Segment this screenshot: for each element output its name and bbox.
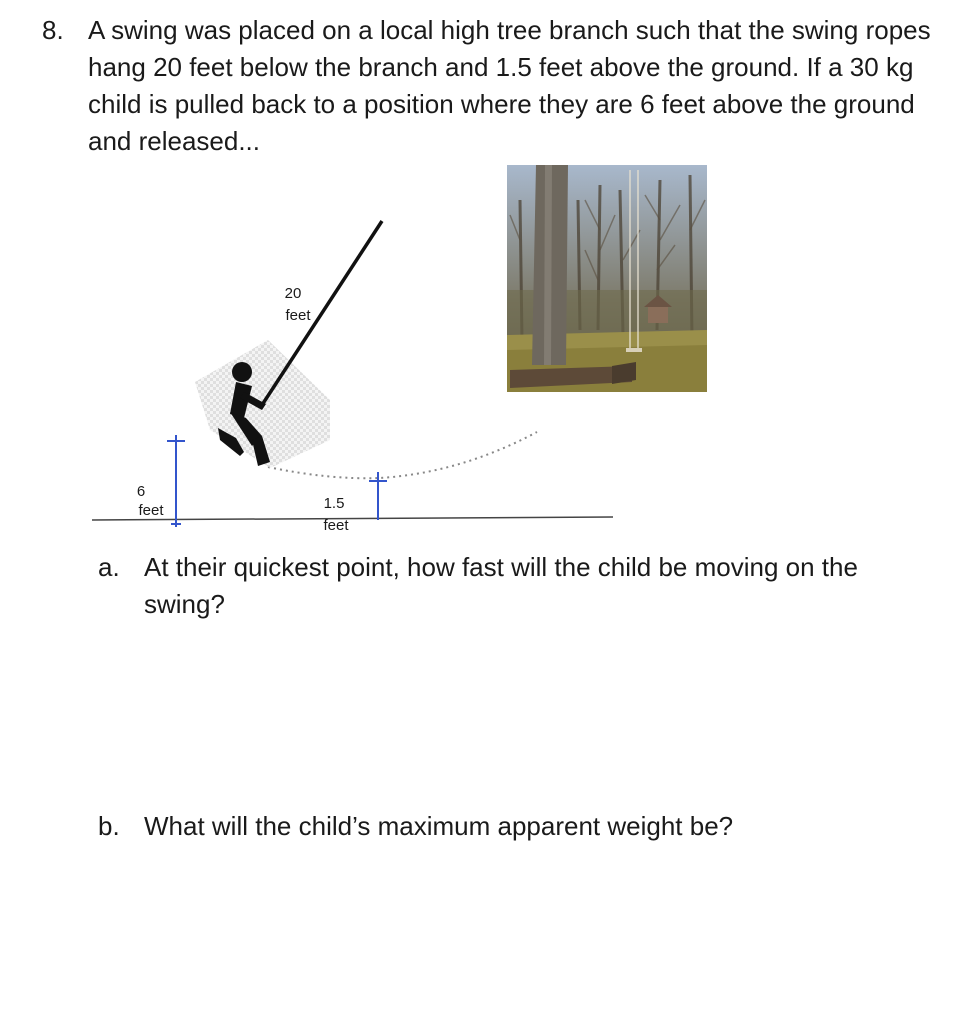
rope-length-value: 20 xyxy=(284,285,302,302)
start-height-marker xyxy=(167,435,185,527)
part-b-question: What will the child’s maximum apparent weight be? xyxy=(144,811,734,841)
part-a-question: At their quickest point, how fast will the child be moving on the swing? xyxy=(144,552,858,619)
low-height-value: 1.5 xyxy=(323,495,345,512)
ground-line xyxy=(92,517,613,520)
start-height-unit: feet xyxy=(138,502,164,519)
question-number: 8. xyxy=(42,15,64,45)
tree-swing-photo xyxy=(507,165,707,392)
question-text: A swing was placed on a local high tree branch such that the swing ropes hang 20 feet below the branch and 1.5 feet above the ground. If a 30 kg child is pulled back to a position where they are 6 feet above the ground and released... xyxy=(88,15,931,156)
start-height-value: 6 xyxy=(136,483,146,500)
swing-rope xyxy=(262,221,382,405)
low-height-marker xyxy=(369,472,387,520)
low-height-unit: feet xyxy=(323,517,349,534)
part-a-letter: a. xyxy=(98,552,120,582)
part-b-letter: b. xyxy=(98,811,120,841)
rope-length-unit: feet xyxy=(285,307,311,324)
